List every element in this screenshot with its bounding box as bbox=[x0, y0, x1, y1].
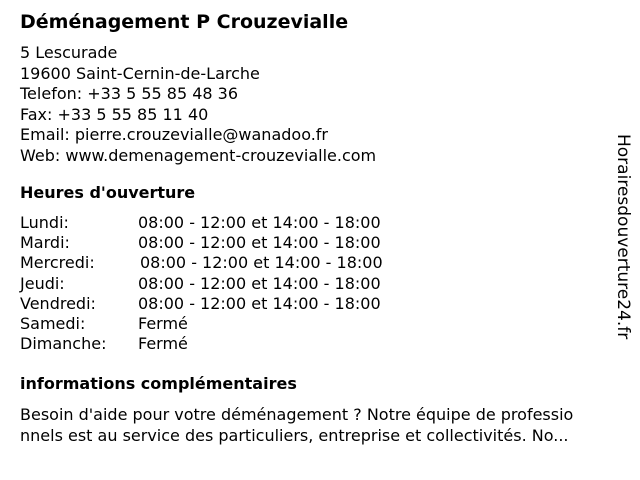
hours-time: 08:00 - 12:00 et 14:00 - 18:00 bbox=[138, 213, 381, 232]
fax-number: Fax: +33 5 55 85 11 40 bbox=[20, 104, 209, 124]
hours-day: Jeudi: bbox=[20, 273, 65, 293]
description-line: Besoin d'aide pour votre déménagement ? Notre équipe de professio bbox=[20, 405, 574, 424]
opening-hours-heading: Heures d'ouverture bbox=[20, 183, 196, 202]
hours-time: 08:00 - 12:00 et 14:00 - 18:00 bbox=[140, 253, 383, 273]
hours-day: Samedi: bbox=[20, 313, 86, 333]
phone-number: Telefon: +33 5 55 85 48 36 bbox=[20, 84, 239, 103]
hours-time: 08:00 - 12:00 et 14:00 - 18:00 bbox=[138, 293, 381, 313]
address-city: 19600 Saint-Cernin-de-Larche bbox=[20, 63, 260, 83]
hours-day: Dimanche: bbox=[20, 334, 107, 354]
address-street: 5 Lescurade bbox=[20, 43, 118, 62]
website-address: Web: www.demenagement-crouzevialle.com bbox=[20, 145, 377, 165]
hours-time: Fermé bbox=[138, 313, 188, 333]
contact-block bbox=[20, 43, 376, 166]
hours-time: 08:00 - 12:00 et 14:00 - 18:00 bbox=[138, 273, 381, 293]
hours-time: Fermé bbox=[138, 334, 188, 354]
hours-time: 08:00 - 12:00 et 14:00 - 18:00 bbox=[138, 233, 381, 253]
business-name: Déménagement P Crouzevialle bbox=[20, 11, 349, 33]
description-line: nnels est au service des particuliers, entreprise et collectivités. No... bbox=[20, 426, 569, 445]
site-watermark: Horairesdouverture24.fr bbox=[613, 134, 633, 340]
hours-day: Lundi: bbox=[20, 213, 69, 232]
hours-day: Mardi: bbox=[20, 233, 70, 253]
hours-day: Mercredi: bbox=[20, 253, 95, 273]
description-text bbox=[20, 404, 620, 446]
hours-day: Vendredi: bbox=[20, 293, 96, 313]
email-address: Email: pierre.crouzevialle@wanadoo.fr bbox=[20, 125, 328, 144]
additional-info-heading: informations complémentaires bbox=[20, 374, 297, 393]
